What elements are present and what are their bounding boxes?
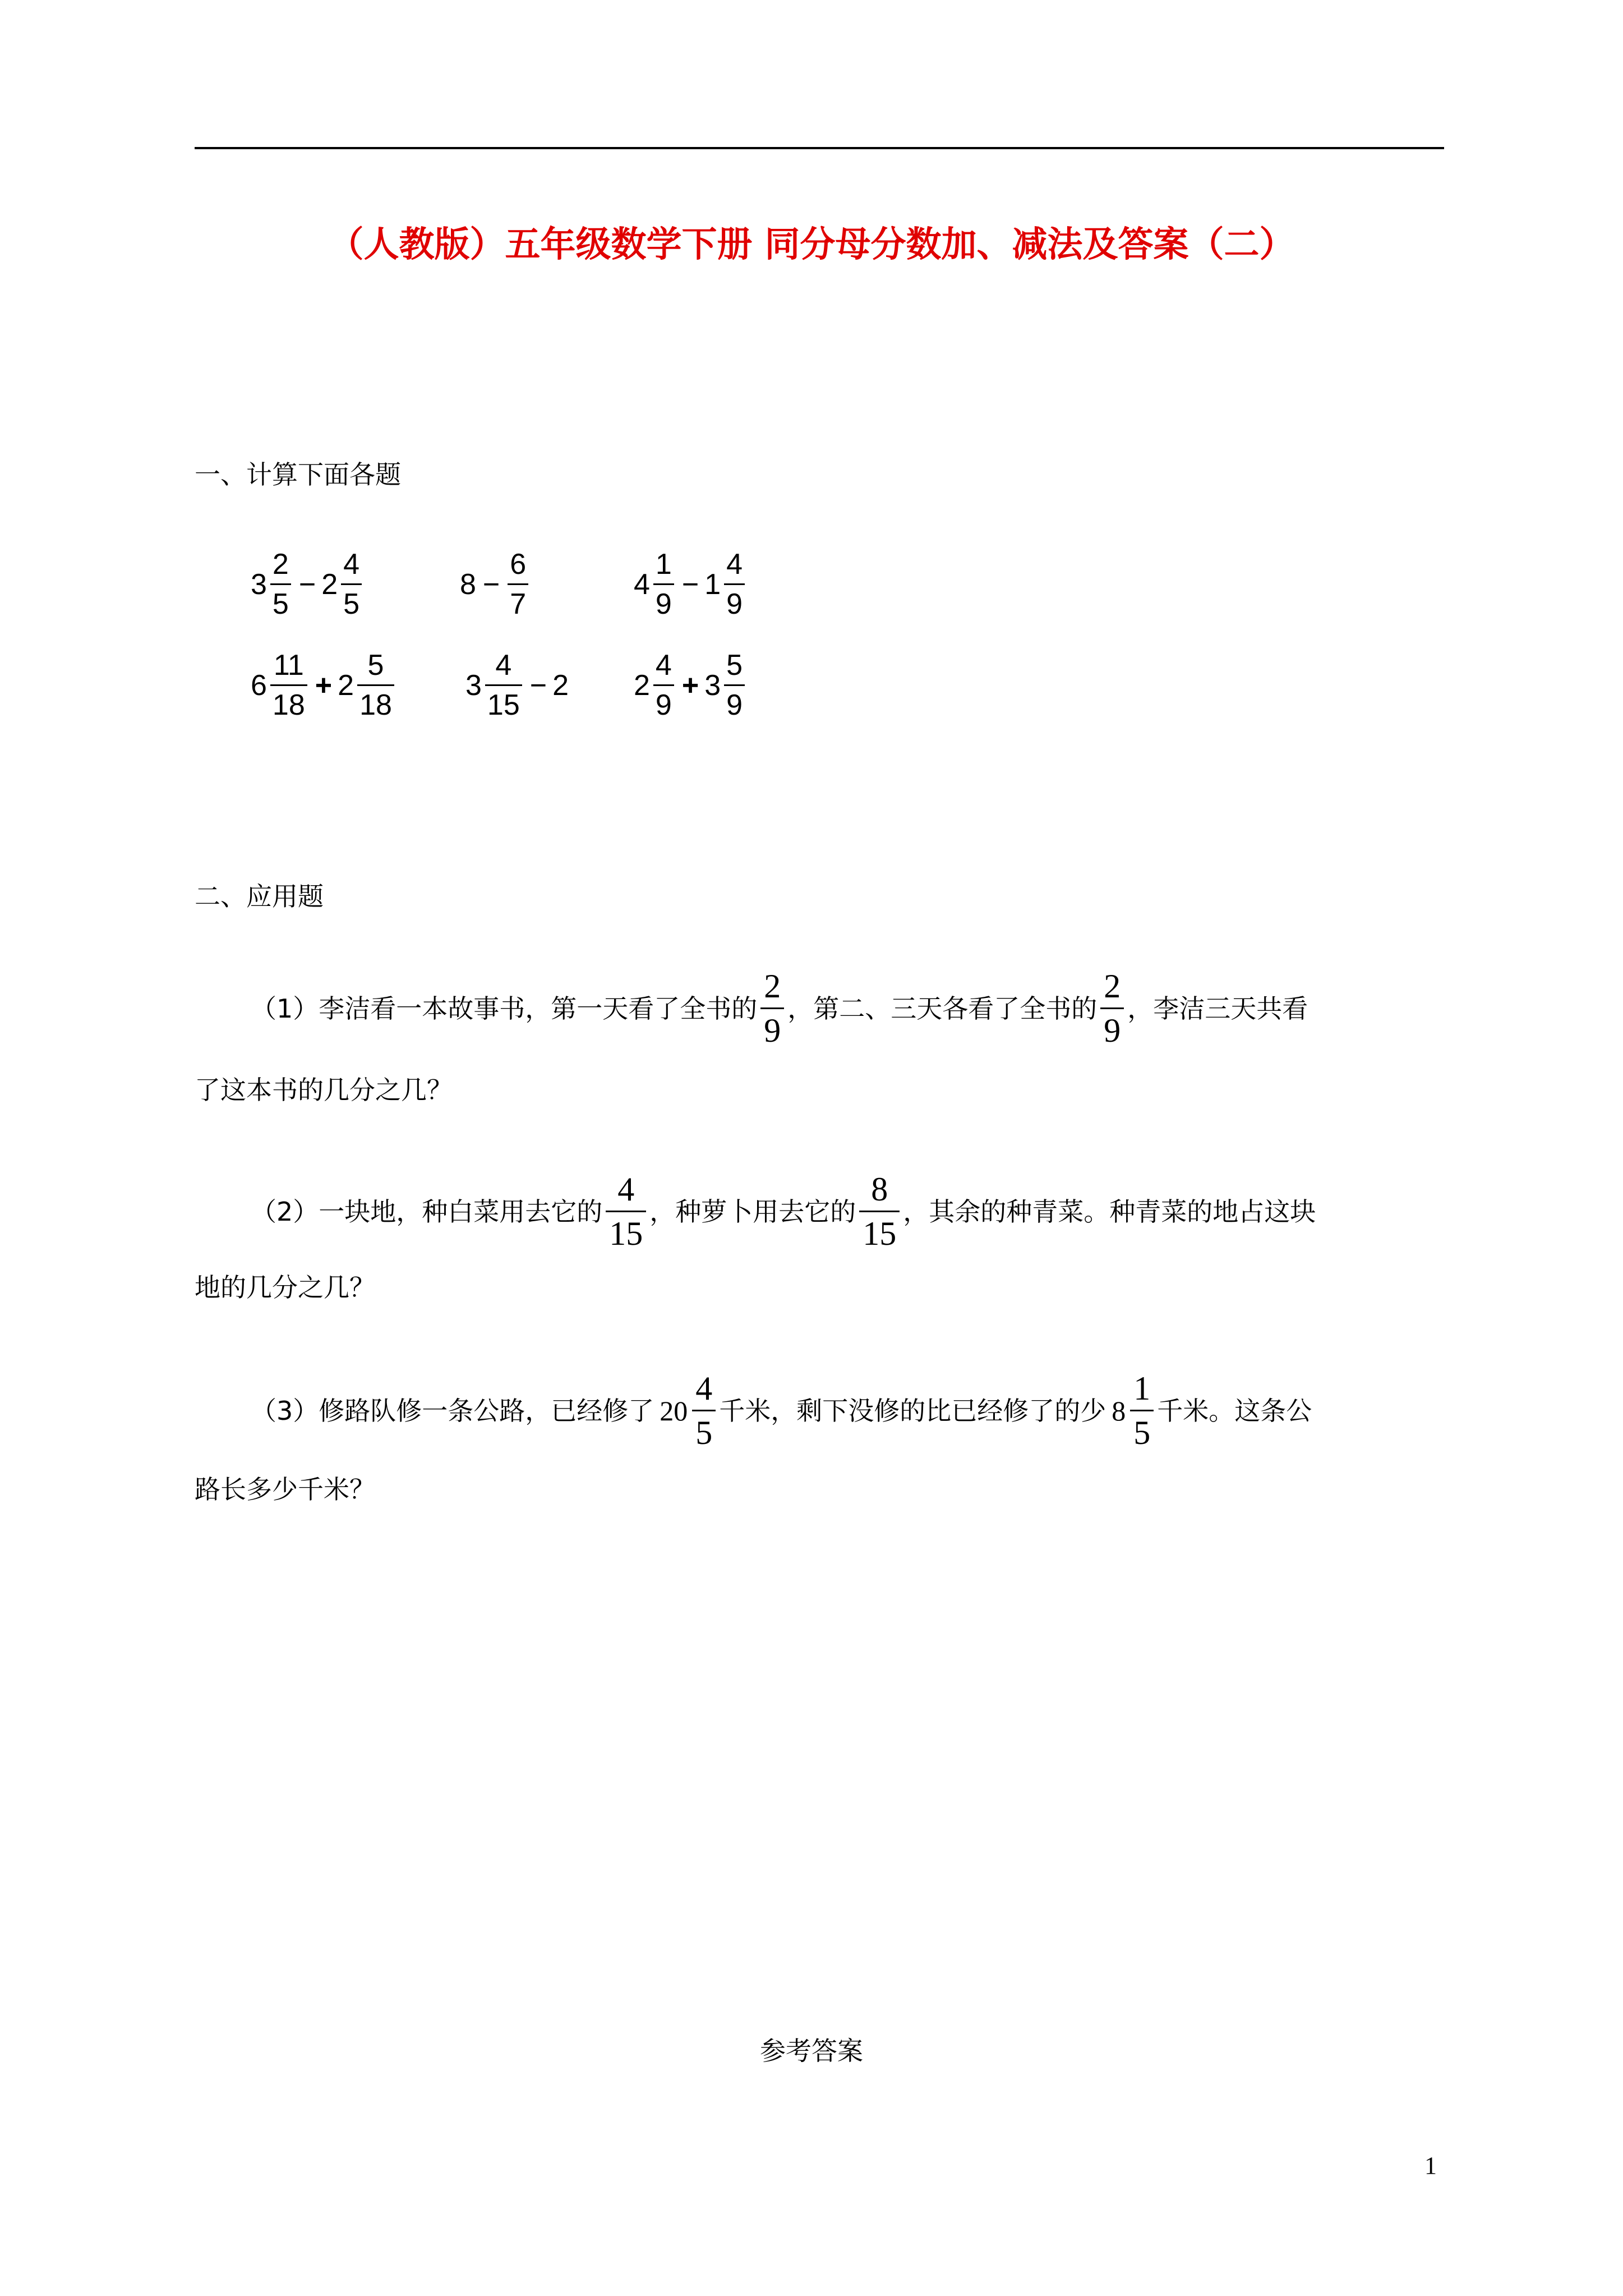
question-text: ，其余的种青菜。种青菜的地占这块 [903,1196,1316,1227]
fraction [606,1172,646,1250]
fraction [508,550,528,619]
whole-number: 4 [634,568,650,601]
problem-1 [251,550,364,619]
fraction [270,651,307,720]
denominator: 9 [724,583,745,619]
question-text: ，李洁三天共看 [1127,993,1308,1024]
fraction [859,1172,900,1250]
denominator: 9 [653,583,674,619]
denominator: 5 [270,583,291,619]
fraction [485,651,522,720]
numerator: 4 [343,548,360,581]
numerator: 4 [655,649,672,682]
numerator: 2 [272,548,289,581]
denominator: 5 [341,583,362,619]
numerator: 4 [726,548,743,581]
question-1-line-2: 了这本书的几分之几？ [195,1075,453,1105]
fraction [1100,969,1124,1047]
numerator: 6 [510,548,527,581]
numerator: 2 [1104,968,1121,1005]
whole-number: 1 [704,568,721,601]
operator: + [315,669,333,702]
denominator: 5 [1130,1410,1154,1450]
question-3-line-2: 路长多少千米？ [195,1474,375,1504]
question-text: 千米。这条公 [1157,1395,1312,1426]
numerator: 2 [764,968,781,1005]
denominator: 7 [508,583,528,619]
whole-number: 3 [704,669,721,702]
fraction [653,550,674,619]
page-title: （人教版）五年级数学下册 同分母分数加、减法及答案（二） [328,224,1295,265]
whole-number: 6 [251,669,267,702]
problem-2 [460,550,531,619]
denominator: 18 [270,684,307,720]
numerator: 5 [367,649,384,682]
denominator: 15 [859,1211,900,1250]
fraction [760,969,784,1047]
numerator: 1 [655,548,672,581]
question-text: ，第二、三天各看了全书的 [787,993,1098,1024]
operator: − [681,568,699,601]
question-2-line-1 [251,1172,1316,1250]
denominator: 15 [485,684,522,720]
numerator: 1 [1133,1370,1151,1407]
operator: − [529,669,547,702]
fraction [341,550,362,619]
fraction [724,651,745,720]
problem-5 [465,651,570,720]
whole-number: 2 [338,669,354,702]
numerator: 11 [273,649,304,682]
operator: + [681,669,699,702]
denominator: 9 [724,684,745,720]
numerator: 8 [871,1171,888,1208]
denominator: 18 [357,684,394,720]
numerator: 5 [726,649,743,682]
problem-6 [634,651,747,720]
numerator: 4 [617,1171,635,1208]
question-text: ，种萝卜用去它的 [649,1196,856,1227]
page-number: 1 [1424,2152,1437,2179]
whole-number: 2 [321,568,338,601]
whole-number: 20 [660,1395,688,1427]
problem-3 [634,550,747,619]
whole-number: 3 [465,669,482,702]
operator: − [298,568,316,601]
question-1-line-1 [251,969,1308,1047]
whole-number: 8 [1112,1395,1126,1427]
fraction [270,550,291,619]
question-text: （2）一块地，种白菜用去它的 [251,1196,603,1227]
header-rule [195,147,1444,149]
problem-4 [251,651,396,720]
answer-heading: 参考答案 [760,2036,863,2066]
question-3-line-1 [251,1372,1312,1450]
fraction [653,651,674,720]
operator: − [482,568,500,601]
fraction [724,550,745,619]
denominator: 9 [653,684,674,720]
numerator: 4 [495,649,512,682]
whole-number: 2 [552,669,569,702]
denominator: 9 [760,1007,784,1047]
denominator: 15 [606,1211,646,1250]
fraction [357,651,394,720]
numerator: 4 [695,1370,713,1407]
whole-number: 3 [251,568,267,601]
denominator: 9 [1100,1007,1124,1047]
section2-heading: 二、应用题 [195,881,324,912]
section1-heading: 一、计算下面各题 [195,459,401,490]
question-text: 千米，剩下没修的比已经修了的少 [719,1395,1106,1426]
question-text: （3）修路队修一条公路，已经修了 [251,1395,654,1426]
whole-number: 2 [634,669,650,702]
whole-number: 8 [460,568,476,601]
fraction [1130,1372,1154,1450]
fraction [692,1372,716,1450]
denominator: 5 [692,1410,716,1450]
question-2-line-2: 地的几分之几？ [195,1272,375,1303]
question-text: （1）李洁看一本故事书，第一天看了全书的 [251,993,758,1024]
